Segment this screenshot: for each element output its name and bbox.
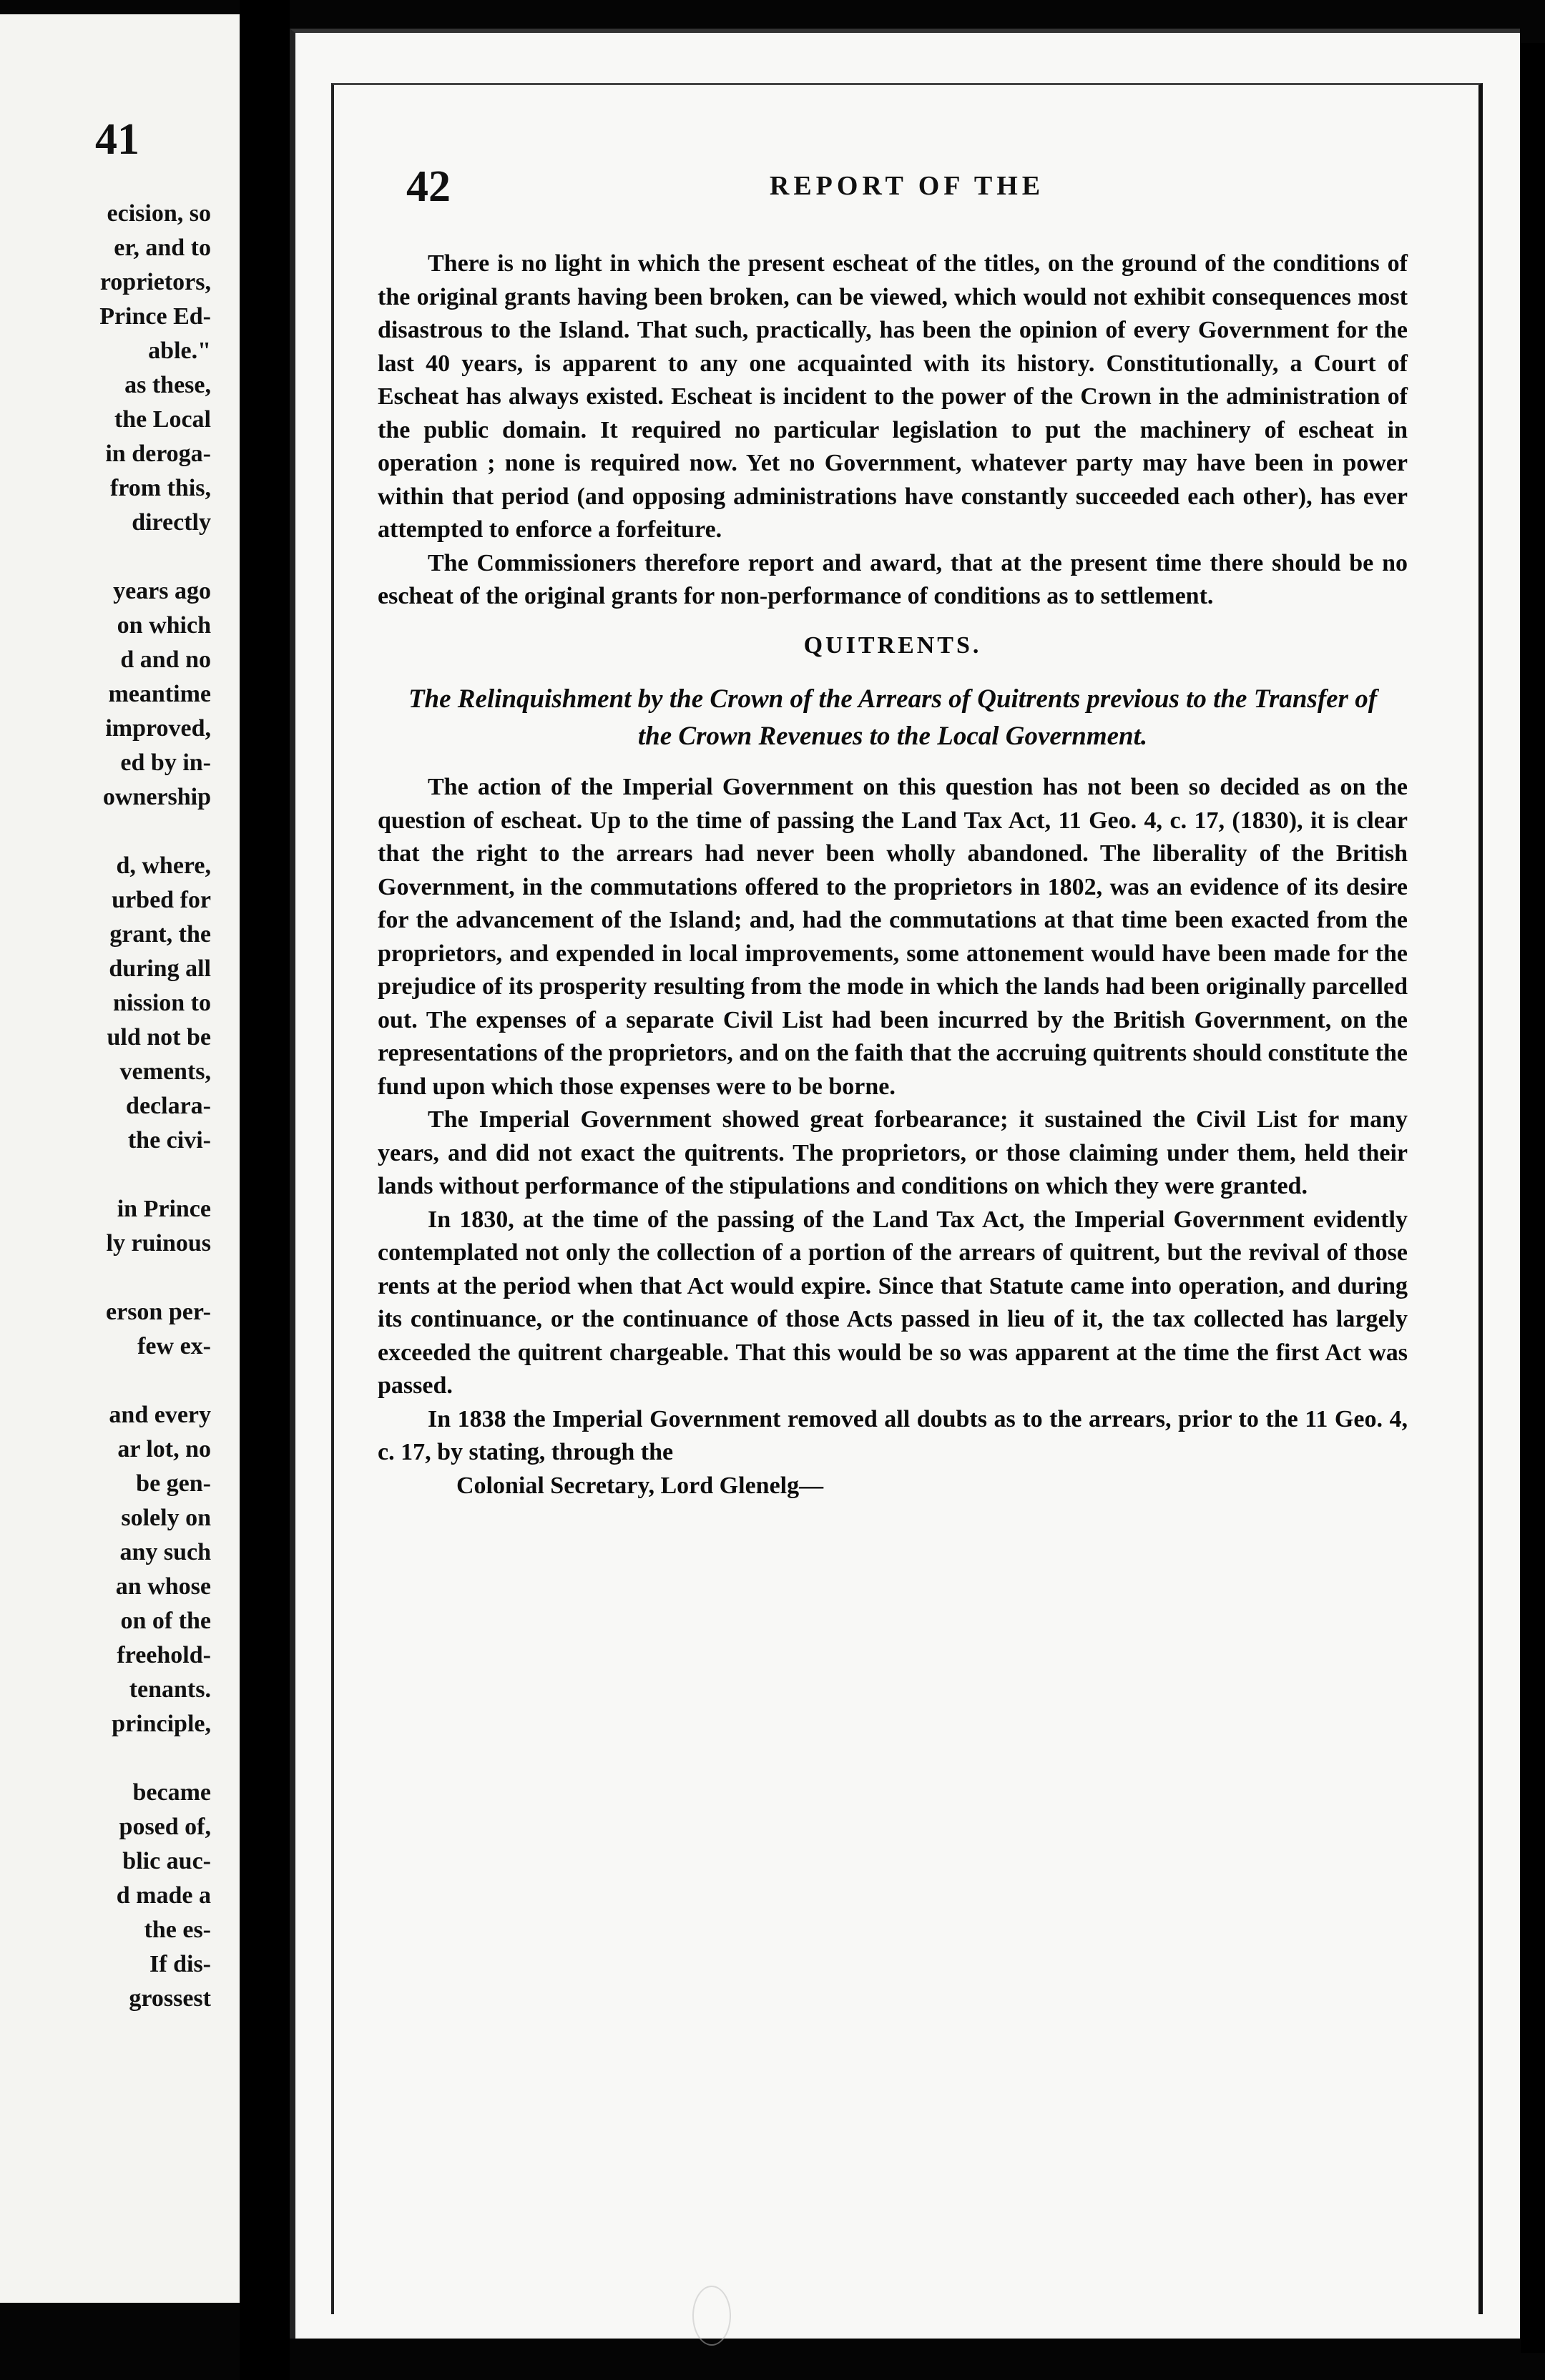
- left-text-line: the civi-: [127, 1127, 211, 1154]
- left-text-line: on which: [117, 612, 211, 639]
- left-text-line: ed by in-: [120, 749, 211, 776]
- left-text-line: blic auc-: [122, 1848, 211, 1874]
- left-text-line: ecision, so: [107, 200, 211, 227]
- paragraph: In 1838 the Imperial Government removed all doubts as to the arrears, prior to the 11 Geo. 4, c. 17, by stating, through the: [378, 1405, 1408, 1465]
- left-text-line: erson per-: [106, 1299, 211, 1325]
- previous-page-fragment: [0, 14, 244, 2303]
- left-text-line: nission to: [113, 990, 211, 1016]
- line-gap: [0, 1158, 211, 1192]
- left-text-line: grant, the: [109, 921, 211, 948]
- line-gap: [0, 1364, 211, 1398]
- left-text-line: meantime: [108, 681, 211, 707]
- line-gap: [0, 815, 211, 849]
- left-text-line: tenants.: [129, 1676, 211, 1703]
- page-number: 42: [406, 162, 451, 211]
- left-text-line: improved,: [105, 715, 211, 742]
- section-subtitle: The Relinquishment by the Crown of the Arrears of Quitrents previous to the Transfer of the Crown Revenues to the Local Government.: [408, 684, 1378, 751]
- left-text-line: and every: [109, 1402, 211, 1428]
- signoff-line: Colonial Secretary, Lord Glenelg—: [456, 1472, 824, 1499]
- left-text-line: d made a: [116, 1882, 211, 1909]
- left-page-text: [0, 197, 211, 2016]
- page-header: [406, 162, 1408, 219]
- paragraph: The Imperial Government showed great forbearance; it sustained the Civil List for many years, and did not exact the quitrents. The proprietors, or those claiming under them, held their lands without performance of the stipulations and conditions on which they were granted.: [378, 1106, 1408, 1199]
- left-text-line: few ex-: [137, 1333, 211, 1359]
- left-text-line: in Prince: [117, 1196, 211, 1222]
- left-text-line: in deroga-: [105, 441, 211, 467]
- left-text-line: an whose: [115, 1573, 211, 1600]
- left-page-number: 41: [95, 115, 139, 164]
- left-text-line: roprietors,: [99, 269, 211, 295]
- left-text-line: uld not be: [107, 1024, 211, 1051]
- left-text-line: ownership: [102, 784, 211, 810]
- line-gap: [0, 540, 211, 574]
- paragraph: In 1830, at the time of the passing of the Land Tax Act, the Imperial Government evidently contemplated not only the collection of a portion of the arrears of quitrent, but the revival of those rents at the period when that Act would expire. Since that Statute came into operation, and during its continuance, or the continuance of those Acts passed in lieu of it, the tax collected has largely exceeded the quitrent chargeable. That this would be so was apparent at the time the first Act was passed.: [378, 1206, 1408, 1399]
- left-text-line: d and no: [120, 646, 211, 673]
- running-head: REPORT OF THE: [769, 171, 1045, 201]
- paragraph: The Commissioners therefore report and award, that at the present time there should be no escheat of the original grants for non-performance of conditions as to settlement.: [378, 549, 1408, 609]
- left-text-line: as these,: [124, 372, 211, 398]
- left-text-line: grossest: [129, 1985, 211, 2012]
- left-text-line: ar lot, no: [117, 1436, 211, 1462]
- paper-blemish: [692, 2286, 731, 2346]
- line-gap: [0, 1741, 211, 1776]
- left-text-line: declara-: [126, 1093, 211, 1119]
- left-text-line: Prince Ed-: [99, 303, 211, 330]
- left-text-line: directly: [132, 509, 211, 536]
- section-title: QUITRENTS.: [803, 631, 982, 659]
- left-text-line: solely on: [121, 1505, 211, 1531]
- left-text-line: the Local: [114, 406, 211, 433]
- left-text-line: be gen-: [136, 1470, 211, 1497]
- left-text-line: from this,: [109, 475, 211, 501]
- book-gutter: [240, 0, 290, 2380]
- left-text-line: urbed for: [112, 887, 211, 913]
- left-text-line: d, where,: [116, 852, 211, 879]
- page-body: [378, 247, 1408, 1503]
- scan-edge: [1521, 43, 1545, 2353]
- left-text-line: vements,: [119, 1058, 211, 1085]
- left-text-line: freehold-: [117, 1642, 211, 1668]
- left-text-line: posed of,: [119, 1814, 211, 1840]
- left-text-line: became: [132, 1779, 211, 1806]
- left-text-line: during all: [109, 955, 211, 982]
- left-text-line: on of the: [120, 1608, 211, 1634]
- left-text-line: years ago: [113, 578, 211, 604]
- line-gap: [0, 1261, 211, 1295]
- left-text-line: If dis-: [149, 1951, 211, 1977]
- left-text-line: any such: [119, 1539, 211, 1565]
- left-text-line: principle,: [112, 1711, 211, 1737]
- current-page: [290, 29, 1520, 2339]
- left-text-line: ly ruinous: [106, 1230, 211, 1257]
- left-text-line: er, and to: [114, 235, 211, 261]
- left-text-line: able.": [148, 338, 211, 364]
- left-text-line: the es-: [144, 1917, 211, 1943]
- paragraph: The action of the Imperial Government on this question has not been so decided as on the question of escheat. Up to the time of passing the Land Tax Act, 11 Geo. 4, c. 17, (1830), it is clear that the right to the arrears had never been wholly abandoned. The liberality of the British Government, in the commutations offered to the proprietors in 1802, was an evidence of its desire for the advancement of the Island; and, had the commutations at that time been exacted from the proprietors, and expended in local improvements, some attonement would have been made for the prejudice of its prosperity resulting from the mode in which the lands had been originally parcelled out. The expenses of a separate Civil List had been incurred by the British Government, on the representations of the proprietors, and on the faith that the accruing quitrents should constitute the fund upon which those expenses were to be borne.: [378, 774, 1408, 1100]
- paragraph: There is no light in which the present escheat of the titles, on the ground of the conditions of the original grants having been broken, can be viewed, which would not exhibit consequences most disastrous to the Island. That such, practically, has been the opinion of every Government for the last 40 years, is apparent to any one acquainted with its history. Constitutionally, a Court of Escheat has always existed. Escheat is incident to the power of the Crown in the administration of the public domain. It required no particular legislation to put the machinery of escheat in operation ; none is required now. Yet no Government, whatever party may have been in power within that period (and opposing administrations have constantly succeeded each other), has ever attempted to enforce a forfeiture.: [378, 250, 1408, 543]
